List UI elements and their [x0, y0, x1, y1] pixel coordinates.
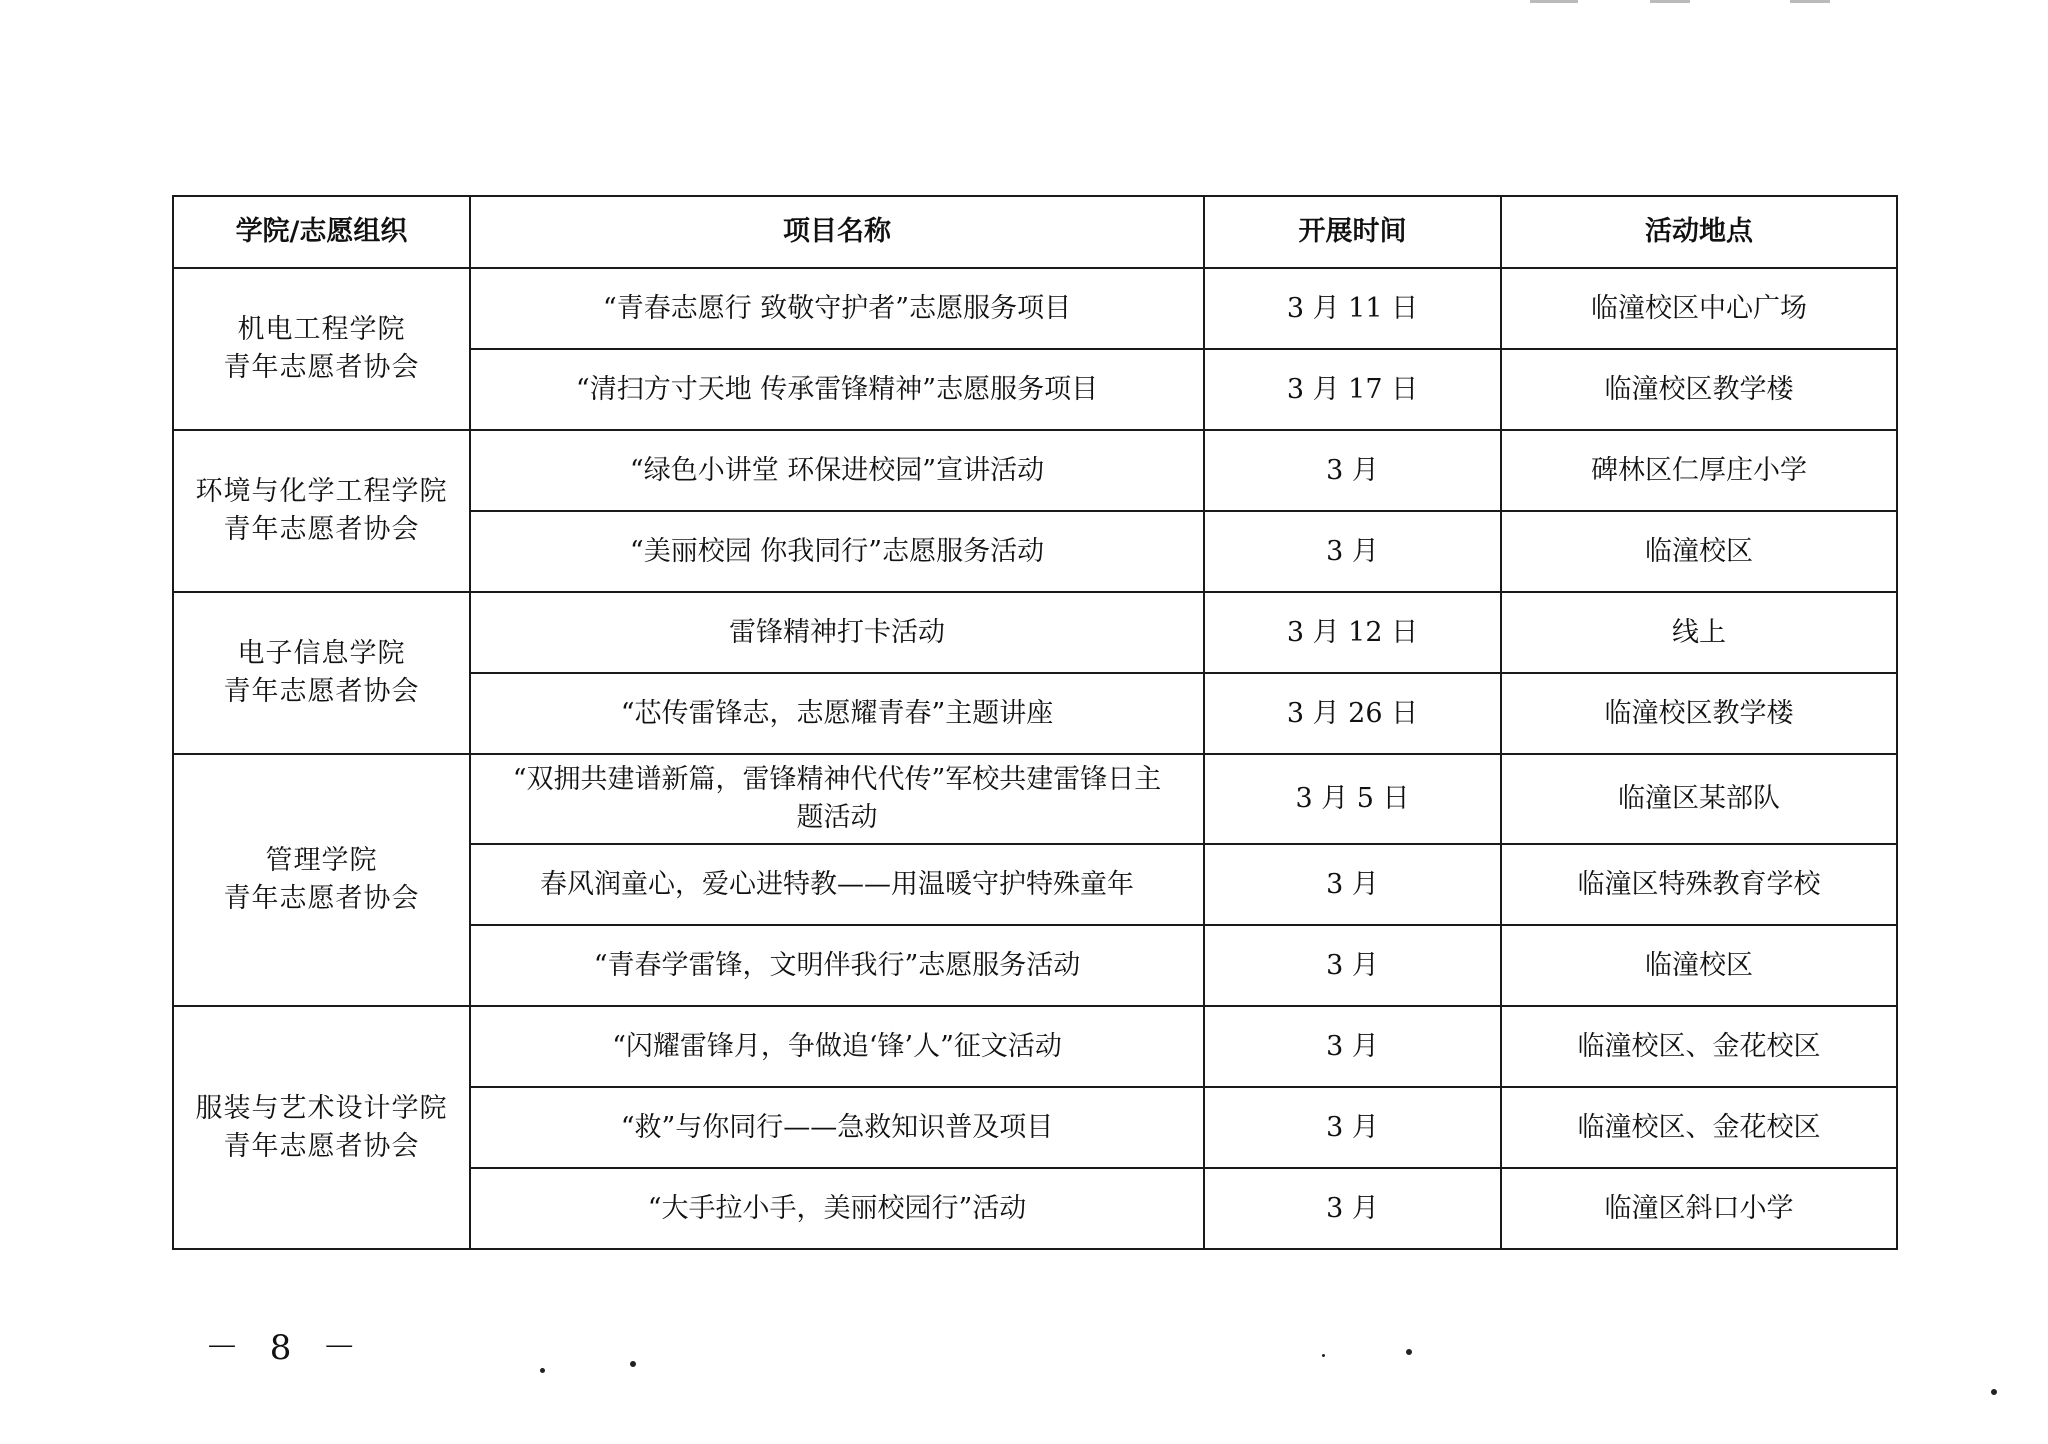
- project-line: “双拥共建谱新篇，雷锋精神代代传”军校共建雷锋日主: [512, 764, 1162, 795]
- column-header-place: 活动地点: [1501, 196, 1897, 268]
- org-cell: [173, 268, 470, 430]
- table-row: [173, 430, 1897, 511]
- project-cell: “救”与你同行——急救知识普及项目: [470, 1087, 1204, 1168]
- scan-speck: [540, 1368, 545, 1373]
- org-cell: [173, 592, 470, 754]
- scan-mark: [1790, 0, 1830, 3]
- project-cell: [470, 754, 1204, 844]
- place-cell: 临潼校区、金花校区: [1501, 1006, 1897, 1087]
- time-cell: 3 月: [1204, 1087, 1501, 1168]
- scan-mark: [1650, 0, 1690, 3]
- column-header-time: 开展时间: [1204, 196, 1501, 268]
- project-cell: “大手拉小手，美丽校园行”活动: [470, 1168, 1204, 1249]
- org-name: 机电工程学院: [237, 314, 406, 345]
- place-cell: 线上: [1501, 592, 1897, 673]
- table-header-row: [173, 196, 1897, 268]
- org-association: 青年志愿者协会: [223, 1130, 420, 1162]
- table-row: [173, 1006, 1897, 1087]
- place-cell: 临潼区某部队: [1501, 754, 1897, 844]
- time-cell: 3 月: [1204, 430, 1501, 511]
- project-cell: “闪耀雷锋月，争做追‘锋’人”征文活动: [470, 1006, 1204, 1087]
- page-number: － 8 －: [205, 1328, 367, 1368]
- place-cell: 临潼校区教学楼: [1501, 673, 1897, 754]
- place-cell: 碑林区仁厚庄小学: [1501, 430, 1897, 511]
- org-cell: [173, 1006, 470, 1249]
- time-cell: 3 月: [1204, 1006, 1501, 1087]
- project-cell: “芯传雷锋志，志愿耀青春”主题讲座: [470, 673, 1204, 754]
- time-cell: 3 月: [1204, 511, 1501, 592]
- scan-speck: [1322, 1354, 1325, 1357]
- volunteer-activity-table: [172, 195, 1898, 1250]
- time-cell: 3 月 17 日: [1204, 349, 1501, 430]
- org-name: 电子信息学院: [237, 638, 406, 669]
- place-cell: 临潼校区: [1501, 925, 1897, 1006]
- org-association: 青年志愿者协会: [223, 676, 420, 707]
- org-cell: [173, 754, 470, 1006]
- place-cell: 临潼校区教学楼: [1501, 349, 1897, 430]
- place-cell: 临潼区斜口小学: [1501, 1168, 1897, 1249]
- time-cell: 3 月: [1204, 1168, 1501, 1249]
- place-cell: 临潼区特殊教育学校: [1501, 844, 1897, 925]
- time-cell: 3 月: [1204, 925, 1501, 1006]
- org-name: 服装与艺术设计学院: [195, 1092, 448, 1124]
- project-cell: “青春学雷锋，文明伴我行”志愿服务活动: [470, 925, 1204, 1006]
- column-header-org: 学院/志愿组织: [173, 196, 470, 268]
- time-cell: 3 月 5 日: [1204, 754, 1501, 844]
- time-cell: 3 月 12 日: [1204, 592, 1501, 673]
- column-header-project: 项目名称: [470, 196, 1204, 268]
- place-cell: 临潼校区中心广场: [1501, 268, 1897, 349]
- scan-speck: [1406, 1349, 1412, 1355]
- org-association: 青年志愿者协会: [223, 352, 420, 383]
- org-cell: [173, 430, 470, 592]
- scan-speck: [1991, 1389, 1997, 1395]
- project-line: 题活动: [796, 802, 878, 833]
- project-cell: 春风润童心，爱心进特教——用温暖守护特殊童年: [470, 844, 1204, 925]
- place-cell: 临潼校区: [1501, 511, 1897, 592]
- scan-mark: [1530, 0, 1578, 3]
- table-row: [173, 592, 1897, 673]
- project-cell: “美丽校园 你我同行”志愿服务活动: [470, 511, 1204, 592]
- table-row: [173, 754, 1897, 844]
- time-cell: 3 月: [1204, 844, 1501, 925]
- project-cell: “绿色小讲堂 环保进校园”宣讲活动: [470, 430, 1204, 511]
- org-name: 环境与化学工程学院: [195, 476, 448, 507]
- place-cell: 临潼校区、金花校区: [1501, 1087, 1897, 1168]
- org-association: 青年志愿者协会: [223, 883, 420, 914]
- time-cell: 3 月 11 日: [1204, 268, 1501, 349]
- table-row: [173, 268, 1897, 349]
- project-cell: “清扫方寸天地 传承雷锋精神”志愿服务项目: [470, 349, 1204, 430]
- project-cell: “青春志愿行 致敬守护者”志愿服务项目: [470, 268, 1204, 349]
- org-name: 管理学院: [265, 845, 378, 876]
- project-cell: 雷锋精神打卡活动: [470, 592, 1204, 673]
- time-cell: 3 月 26 日: [1204, 673, 1501, 754]
- scan-speck: [630, 1361, 636, 1367]
- org-association: 青年志愿者协会: [223, 514, 420, 545]
